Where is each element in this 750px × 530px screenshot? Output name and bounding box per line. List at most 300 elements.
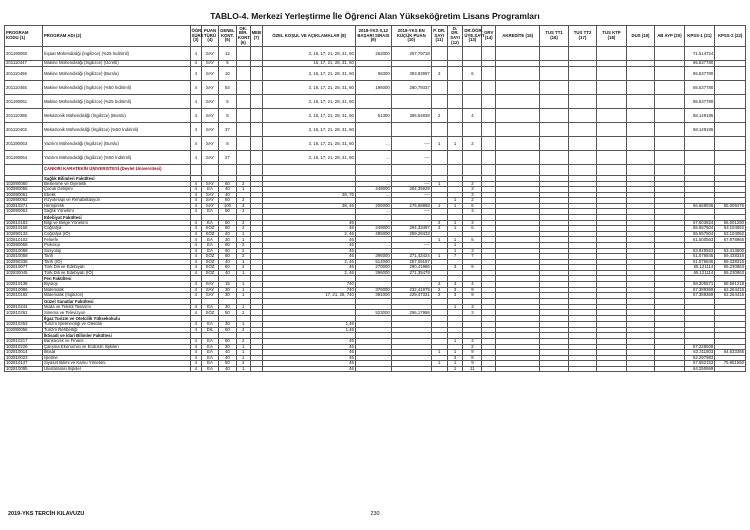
table-cell: 62.264416 [715,293,746,299]
table-cell: 9 [463,350,482,356]
table-cell: 46 [263,355,356,361]
table-cell: 1 [236,293,250,299]
table-cell: 58.591218 [715,282,746,288]
table-cell [540,47,568,61]
table-cell: 65.657504 [684,231,715,237]
table-cell [431,94,447,108]
table-cell [626,366,654,372]
table-cell: 7 [463,254,482,260]
table-cell: 3 [463,220,482,226]
table-cell [391,122,431,136]
table-cell: Felsefe [42,237,190,243]
table-cell [463,122,482,136]
table-cell: Beslenme ve Diyetetik [42,181,190,187]
table-cell: 100 [218,203,236,209]
table-cell: 6 [463,226,482,232]
table-cell: 4 [190,122,202,136]
table-cell: 1 [447,339,463,345]
column-header: TUS TT1 (16) [540,26,568,47]
table-cell: 3, 16, 17, 21, 28, 31, 60 [263,94,356,108]
table-cell: 4 [190,209,202,215]
table-cell [496,150,540,164]
table-cell [263,164,356,175]
table-cell: 46 [263,243,356,249]
column-header: D. DR. SAYI (12) [447,26,463,47]
column-header: KPSS-1 (21) [684,26,715,47]
table-cell: 50 [218,310,236,316]
table-cell: 4 [190,136,202,150]
table-cell: Matematik (İngilizce) [42,293,190,299]
table-cell [355,164,391,175]
table-cell: 4 [190,304,202,310]
column-header: TUS TT2 (17) [568,26,596,47]
table-cell: 1 [447,304,463,310]
table-cell: 1 [236,344,250,350]
table-cell: 4 [190,47,202,61]
table-cell: 2 [431,220,447,226]
column-header: P. DR. SAYI (11) [431,26,447,47]
table-cell [250,94,263,108]
table-cell: 3, 16, 17, 21, 28, 31, 60 [263,108,356,122]
table-cell: ... [355,181,391,187]
column-header: GENEL KONT. (5) [218,26,236,47]
table-cell: 37 [218,122,236,136]
university-row [5,164,746,175]
table-cell: 4 [190,265,202,271]
table-cell: 102810138 [5,282,43,288]
table-cell: 1,46 [263,322,356,328]
table-cell: 56300 [355,66,391,80]
table-cell: SAY [202,108,219,122]
table-cell: Matematik [42,287,190,293]
column-header: KPSS-2 (22) [715,26,746,47]
table-cell: SAY [202,122,219,136]
table-cell: 3 [463,304,482,310]
column-header: DUS (19) [626,26,654,47]
table-cell: 40 [218,259,236,265]
table-cell: 1 [447,136,463,150]
table-cell: EA [202,366,219,372]
table-cell: Moda ve Tekstil Tasarımı [42,304,190,310]
table-cell [655,66,685,80]
table-cell: EA [202,304,219,310]
table-cell: 1 [431,237,447,243]
table-cell: 8 [463,355,482,361]
table-cell: EA [202,237,219,243]
table-cell [540,122,568,136]
table-cell: 3, 16, 17, 21, 28, 31, 60 [263,66,356,80]
table-cell: 2, 46 [263,259,356,265]
footer-guide-title: 2019-YKS TERCİH KILAVUZU [8,511,85,517]
table-cell: 4 [190,248,202,254]
table-cell: ---- [391,181,431,187]
table-cell: Mekatronik Mühendisliği (İngilizce) (%50 İndirimli) [42,122,190,136]
table-cell: EA [202,187,219,193]
table-cell [496,80,540,94]
table-cell: İşletme [42,355,190,361]
table-row [5,94,746,108]
table-cell: İktisat [42,350,190,356]
table-cell: 60 [218,265,236,271]
table-cell: 4 [190,66,202,80]
table-cell: 62.264416 [715,287,746,293]
table-cell [715,80,746,94]
table-cell: 63.311803 [684,350,715,356]
table-cell [431,47,447,61]
table-cell: 58.305571 [684,282,715,288]
table-cell [236,122,250,136]
table-cell: 65.537780 [684,94,715,108]
table-cell: 2 [463,181,482,187]
table-cell: Turizm Rehberliği [42,327,190,333]
table-cell: Biyoloji [42,282,190,288]
column-header: 2018-YKS EN KÜÇÜK PUAN (10) [391,26,431,47]
table-cell: 2 [431,108,447,122]
table-cell [236,150,250,164]
table-row [5,80,746,94]
table-cell: 3 [431,66,447,80]
table-cell: 4 [190,259,202,265]
table-cell: 2 [431,293,447,299]
table-cell: DİL [202,327,219,333]
table-cell: 30 [218,304,236,310]
table-cell: Mekatronik Mühendisliği (İngilizce) (Burslu) [42,108,190,122]
table-cell [626,136,654,150]
table-cell: EA [202,322,219,328]
table-cell: 1 [447,361,463,367]
faculty-name: Edebiyat Fakültesi [42,214,190,220]
table-cell: 66.669936 [684,203,715,209]
table-cell: 1 [236,231,250,237]
table-cell: 102810102 [5,237,43,243]
table-cell: 2 [236,265,250,271]
table-cell: 46 [263,226,356,232]
table-cell: 2 [431,287,447,293]
table-cell: 2 [236,327,250,333]
table-cell [250,150,263,164]
table-cell: Bilgi ve Belge Yönetimi [42,220,190,226]
table-cell [5,164,43,175]
table-cell [431,122,447,136]
table-cell: 1 [447,237,463,243]
table-cell: 259,28433 [391,231,431,237]
table-cell: 60 [218,198,236,204]
table-cell: SAY [202,94,219,108]
table-cell: 46 [263,265,356,271]
table-cell: 4 [190,322,202,328]
table-cell: 40 [218,231,236,237]
table-cell [190,164,202,175]
table-cell: 201190053 [5,136,43,150]
table-cell: Uluslararası İlişkiler [42,366,190,372]
table-cell: EA [202,355,219,361]
university-name: ÇANKIRI KARATEKİN ÜNİVERSİTESİ (Devlet Üniversitesi) [42,164,190,175]
table-cell [715,366,746,372]
table-cell [540,66,568,80]
table-cell [626,122,654,136]
table-cell: 376000 [355,287,391,293]
table-cell: 3 [463,187,482,193]
table-cell: 9 [463,361,482,367]
table-cell [568,150,596,164]
table-cell: 17, 21, 28, 740 [263,293,356,299]
table-cell: 1 [236,322,250,328]
table-cell: 4 [190,327,202,333]
table-cell: 206000 [355,203,391,209]
table-cell: 3, 16, 17, 21, 28, 31, 60 [263,122,356,136]
table-cell: 67.389369 [684,287,715,293]
table-cell: SÖZ [202,259,219,265]
table-cell [463,94,482,108]
table-cell: 5 [218,94,236,108]
table-cell: SAY [202,293,219,299]
table-cell [684,164,715,175]
table-cell: 2 [236,198,250,204]
table-cell [482,366,496,372]
table-cell [482,94,496,108]
table-cell [540,80,568,94]
table-cell [715,108,746,122]
table-cell: 4 [190,243,202,249]
table-cell [463,150,482,164]
table-cell: 262000 [355,47,391,61]
table-cell: 3 [463,248,482,254]
table-cell: Tarih (İÖ) [42,259,190,265]
table-cell: 62.297983 [684,355,715,361]
table-cell [655,136,685,150]
table-cell: 3 [447,355,463,361]
table-cell [715,136,746,150]
table-cell: Türk Dili ve Edebiyatı [42,265,190,271]
table-cell: 3 [463,209,482,215]
table-cell: 3 [431,226,447,232]
table-cell: 3 [463,310,482,316]
table-cell: 65.230863 [715,265,746,271]
table-cell: İnşaat Mühendisliği (İngilizce) (%25 İndirimli) [42,47,190,61]
table-cell: 102810023 [5,355,43,361]
table-cell: 201190050 [5,47,43,61]
table-cell [626,164,654,175]
table-cell: 46 [263,339,356,345]
table-cell: 1,46 [263,327,356,333]
table-cell: 71.514724 [684,47,715,61]
table-cell: 54 [218,80,236,94]
table-cell: Coğrafya (İÖ) [42,231,190,237]
table-cell: 67.603824 [684,220,715,226]
table-cell: SÖZ [202,265,219,271]
table-cell: 46 [263,254,356,260]
column-header: PROGRAM KODU (1) [5,26,43,47]
table-cell [684,150,715,164]
table-cell [250,80,263,94]
table-cell: 65.121114 [684,270,715,276]
table-cell: 4 [190,187,202,193]
table-cell [568,366,596,372]
table-cell: SAY [202,192,219,198]
table-cell: Makine Mühendisliği (İngilizce) (%50 İndirimli) [42,80,190,94]
table-cell: 4 [190,192,202,198]
table-cell: 4 [190,231,202,237]
table-cell: ... [355,209,391,215]
table-cell: 16, 17, 21, 28, 31, 60 [263,61,356,67]
table-cell [568,136,596,150]
table-cell [540,136,568,150]
table-cell: 248000 [355,187,391,193]
table-cell: 4 [190,355,202,361]
table-cell: 80 [218,226,236,232]
table-cell: 1 [236,259,250,265]
table-cell: 7 [447,254,463,260]
table-cell: 65.537780 [684,61,715,67]
table-cell: 1 [447,220,463,226]
table-cell [482,150,496,164]
table-cell: Makine Mühendisliği (İngilizce) (%25 İndirimli) [42,94,190,108]
faculty-name: Sağlık Bilimleri Fakültesi [42,175,190,181]
table-cell [540,108,568,122]
table-cell: 1 [431,136,447,150]
table-cell: 1 [236,282,250,288]
table-cell: 30 [218,293,236,299]
table-cell: 4 [190,361,202,367]
table-cell [431,164,447,175]
table-cell: EA [202,248,219,254]
table-cell: 102810244 [5,304,43,310]
table-cell: Fizyoterapi ve Rehabilitasyon [42,198,190,204]
table-cell: 271,35478 [391,270,431,276]
table-cell: 102890063 [5,209,43,215]
table-cell: 2 [463,344,482,350]
faculty-name: Fen Fakültesi [42,276,190,282]
table-cell [236,108,250,122]
table-header [5,26,746,47]
table-cell [568,108,596,122]
table-cell [482,108,496,122]
table-cell: 2 [236,361,250,367]
column-header: ÖZEL KOŞUL VE AÇIKLAMALAR (8) [263,26,356,47]
table-cell: SAY [202,282,219,288]
table-cell: 59.438316 [715,259,746,265]
table-cell: 2 [463,198,482,204]
table-cell: 40 [218,366,236,372]
table-cell: 102810217 [5,339,43,345]
page-number: 230 [370,511,380,517]
table-cell: 10 [218,66,236,80]
table-cell: 4 [190,108,202,122]
table-cell [236,47,250,61]
column-header: PUAN TÜRÜ (4) [202,26,219,47]
table-cell: 2 [236,339,250,345]
table-cell [496,108,540,122]
table-cell: 40 [218,355,236,361]
table-cell: EA [202,361,219,367]
table-cell: 386,64838 [391,108,431,122]
table-cell: ---- [391,136,431,150]
table-cell: 284,35929 [391,187,431,193]
table-cell [655,94,685,108]
table-cell: 1 [447,198,463,204]
table-cell: Çocuk Gelişimi [42,187,190,193]
faculty-name: Güzel Sanatlar Fakültesi [42,298,190,304]
table-cell: 1 [236,270,250,276]
table-cell: 30 [218,344,236,350]
table-cell: SÖZ [202,226,219,232]
table-cell: 61300 [355,108,391,122]
table-cell [391,366,431,372]
table-cell: 4 [190,293,202,299]
column-header: DR.ÖĞR. ÜYE.SAYI (13) [463,26,482,47]
table-cell: 9 [463,287,482,293]
table-cell: 60 [218,181,236,187]
table-cell: EA [202,209,219,215]
table-cell [540,94,568,108]
table-cell: Makine Mühendisliği (İngilizce) (Burslu) [42,66,190,80]
table-cell: 67.389369 [684,293,715,299]
table-cell [447,108,463,122]
table-cell [463,164,482,175]
table-cell: 30 [218,322,236,328]
table-cell [482,136,496,150]
table-cell: 249000 [355,226,391,232]
table-cell [597,94,627,108]
table-cell: 271,43424 [391,254,431,260]
table-cell: 102810086 [5,287,43,293]
table-cell [496,122,540,136]
table-cell: SÖZ [202,231,219,237]
table-cell [496,47,540,61]
table-cell [568,80,596,94]
table-cell [684,136,715,150]
table-cell: 57.978965 [715,237,746,243]
column-header: ÖĞR. SÜRE (3) [190,26,202,47]
table-row [5,136,746,150]
table-row [5,366,746,372]
table-cell: 50 [218,327,236,333]
table-cell [715,66,746,80]
table-cell [218,164,236,175]
table-row [5,66,746,80]
table-cell: SAY [202,80,219,94]
table-cell: 102810095 [5,366,43,372]
table-cell: 232,41979 [391,287,431,293]
table-cell: 2 [236,254,250,260]
table-cell [496,136,540,150]
table-cell: 4 [190,270,202,276]
table-cell: Makine Mühendisliği (İngilizce) (Ücretli) [42,61,190,67]
table-cell: 290,41986 [391,265,431,271]
table-cell: 38, 76 [263,192,356,198]
table-cell [236,66,250,80]
table-cell: 4 [190,181,202,187]
table-cell: 1 [447,226,463,232]
table-cell: 4 [190,350,202,356]
table-cell: 102810262 [5,310,43,316]
table-cell: 201110456 [5,66,43,80]
table-cell: 40 [218,192,236,198]
table-cell: 2 [236,243,250,249]
table-cell [431,150,447,164]
table-cell: 4 [190,344,202,350]
table-cell: 201110447 [5,61,43,67]
table-cell: 396000 [355,270,391,276]
table-cell: 102810253 [5,322,43,328]
table-cell [355,94,391,108]
table-cell: 270000 [355,265,391,271]
column-header: TUS KTP (18) [597,26,627,47]
table-cell: Sağlık Yönetimi [42,209,190,215]
faculty-name: İktisadi ve İdari Bilimler Fakültesi [42,333,190,339]
table-cell: 5 [463,237,482,243]
table-cell: Siyaset Bilimi ve Kamu Yönetimi [42,361,190,367]
